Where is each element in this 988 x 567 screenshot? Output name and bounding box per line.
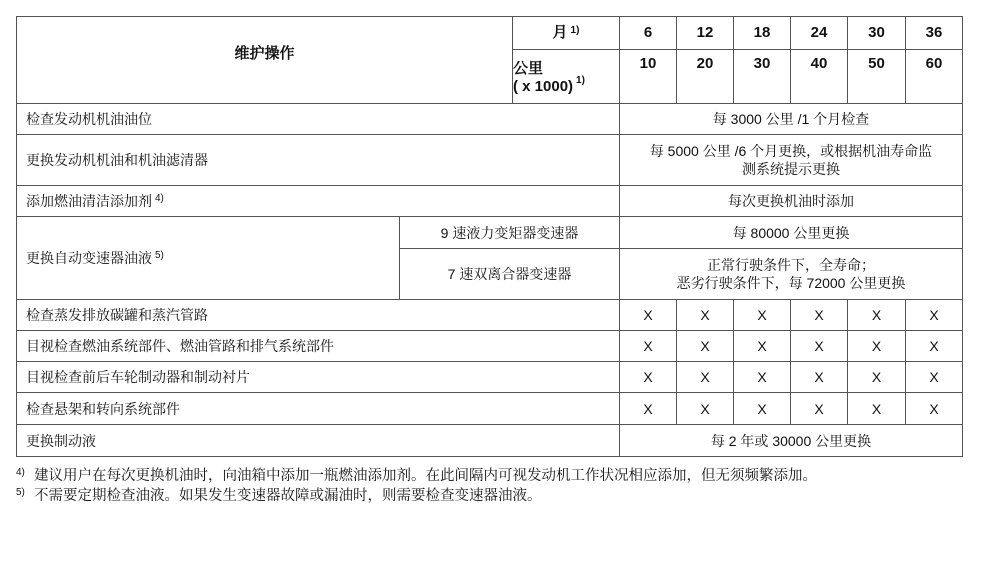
header-month-36: 36 [905, 16, 963, 50]
header-km-20: 20 [676, 49, 734, 104]
mark: X [905, 361, 963, 393]
mark: X [847, 330, 906, 362]
header-month-24: 24 [790, 16, 848, 50]
mark: X [790, 361, 848, 393]
mark: X [619, 330, 677, 362]
mark: X [733, 299, 791, 331]
header-km-40: 40 [790, 49, 848, 104]
transmission-9-speed: 9 速液力变矩器变速器 [399, 216, 620, 249]
mark: X [619, 299, 677, 331]
mark: X [676, 330, 734, 362]
schedule-fuel-additive: 每次更换机油时添加 [619, 185, 963, 217]
mark: X [676, 299, 734, 331]
schedule-change-oil-filter: 每 5000 公里 /6 个月更换，或根据机油寿命监 测系统提示更换 [619, 134, 963, 186]
row-brake-inspection: 目视检查前后车轮制动器和制动衬片 [16, 361, 620, 393]
header-month-18: 18 [733, 16, 791, 50]
header-operation-label: 维护操作 [234, 45, 295, 62]
mark: X [905, 392, 963, 425]
header-km-60: 60 [905, 49, 963, 104]
header-km-50: 50 [847, 49, 906, 104]
mark: X [847, 392, 906, 425]
row-transmission-fluid: 更换自动变速器油液 $^{5)}$ [16, 216, 400, 300]
header-km-10: 10 [619, 49, 677, 104]
header-month-12: 12 [676, 16, 734, 50]
row-brake-fluid: 更换制动液 [16, 424, 620, 457]
header-month: 月 $^{1)}$ [512, 16, 620, 50]
schedule-brake-fluid: 每 2 年或 30000 公里更换 [619, 424, 963, 457]
row-fuel-exhaust-inspection: 目视检查燃油系统部件、燃油管路和排气系统部件 [16, 330, 620, 362]
mark: X [790, 330, 848, 362]
mark: X [847, 361, 906, 393]
transmission-7-speed-dct: 7 速双离合器变速器 [399, 248, 620, 300]
row-fuel-additive: 添加燃油清洁添加剂 $^{4)}$ [16, 185, 620, 217]
schedule-check-oil-level: 每 3000 公里 /1 个月检查 [619, 103, 963, 135]
mark: X [676, 392, 734, 425]
mark: X [733, 392, 791, 425]
mark: X [619, 392, 677, 425]
schedule-transmission-9-speed: 每 80000 公里更换 [619, 216, 963, 249]
header-km-30: 30 [733, 49, 791, 104]
maintenance-schedule-table [16, 16, 963, 457]
footnote-5: 5) 不需要定期检查油液。如果发生变速器故障或漏油时，则需要检查变速器油液。 [16, 487, 542, 504]
row-change-oil-filter: 更换发动机机油和机油滤清器 [16, 134, 620, 186]
footnotes [16, 466, 966, 506]
row-evap-canister: 检查蒸发排放碳罐和蒸汽管路 [16, 299, 620, 331]
mark: X [733, 330, 791, 362]
row-check-oil-level: 检查发动机机油油位 [16, 103, 620, 135]
mark: X [733, 361, 791, 393]
mark: X [905, 299, 963, 331]
mark: X [847, 299, 906, 331]
mark: X [676, 361, 734, 393]
mark: X [905, 330, 963, 362]
footnote-4: 4) 建议用户在每次更换机油时，向油箱中添加一瓶燃油添加剂。在此间隔内可视发动机工作状况相应添加，但无须频繁添加。 [16, 467, 817, 484]
mark: X [790, 299, 848, 331]
mark: X [619, 361, 677, 393]
header-month-6: 6 [619, 16, 677, 50]
header-km: 公里 ( x 1000) $^{1)}$ [512, 49, 620, 104]
header-month-30: 30 [847, 16, 906, 50]
header-operation [16, 16, 513, 104]
row-suspension-steering: 检查悬架和转向系统部件 [16, 392, 620, 425]
schedule-transmission-7-speed-dct: 正常行驶条件下，全寿命； 恶劣行驶条件下，每 72000 公里更换 [619, 248, 963, 300]
mark: X [790, 392, 848, 425]
